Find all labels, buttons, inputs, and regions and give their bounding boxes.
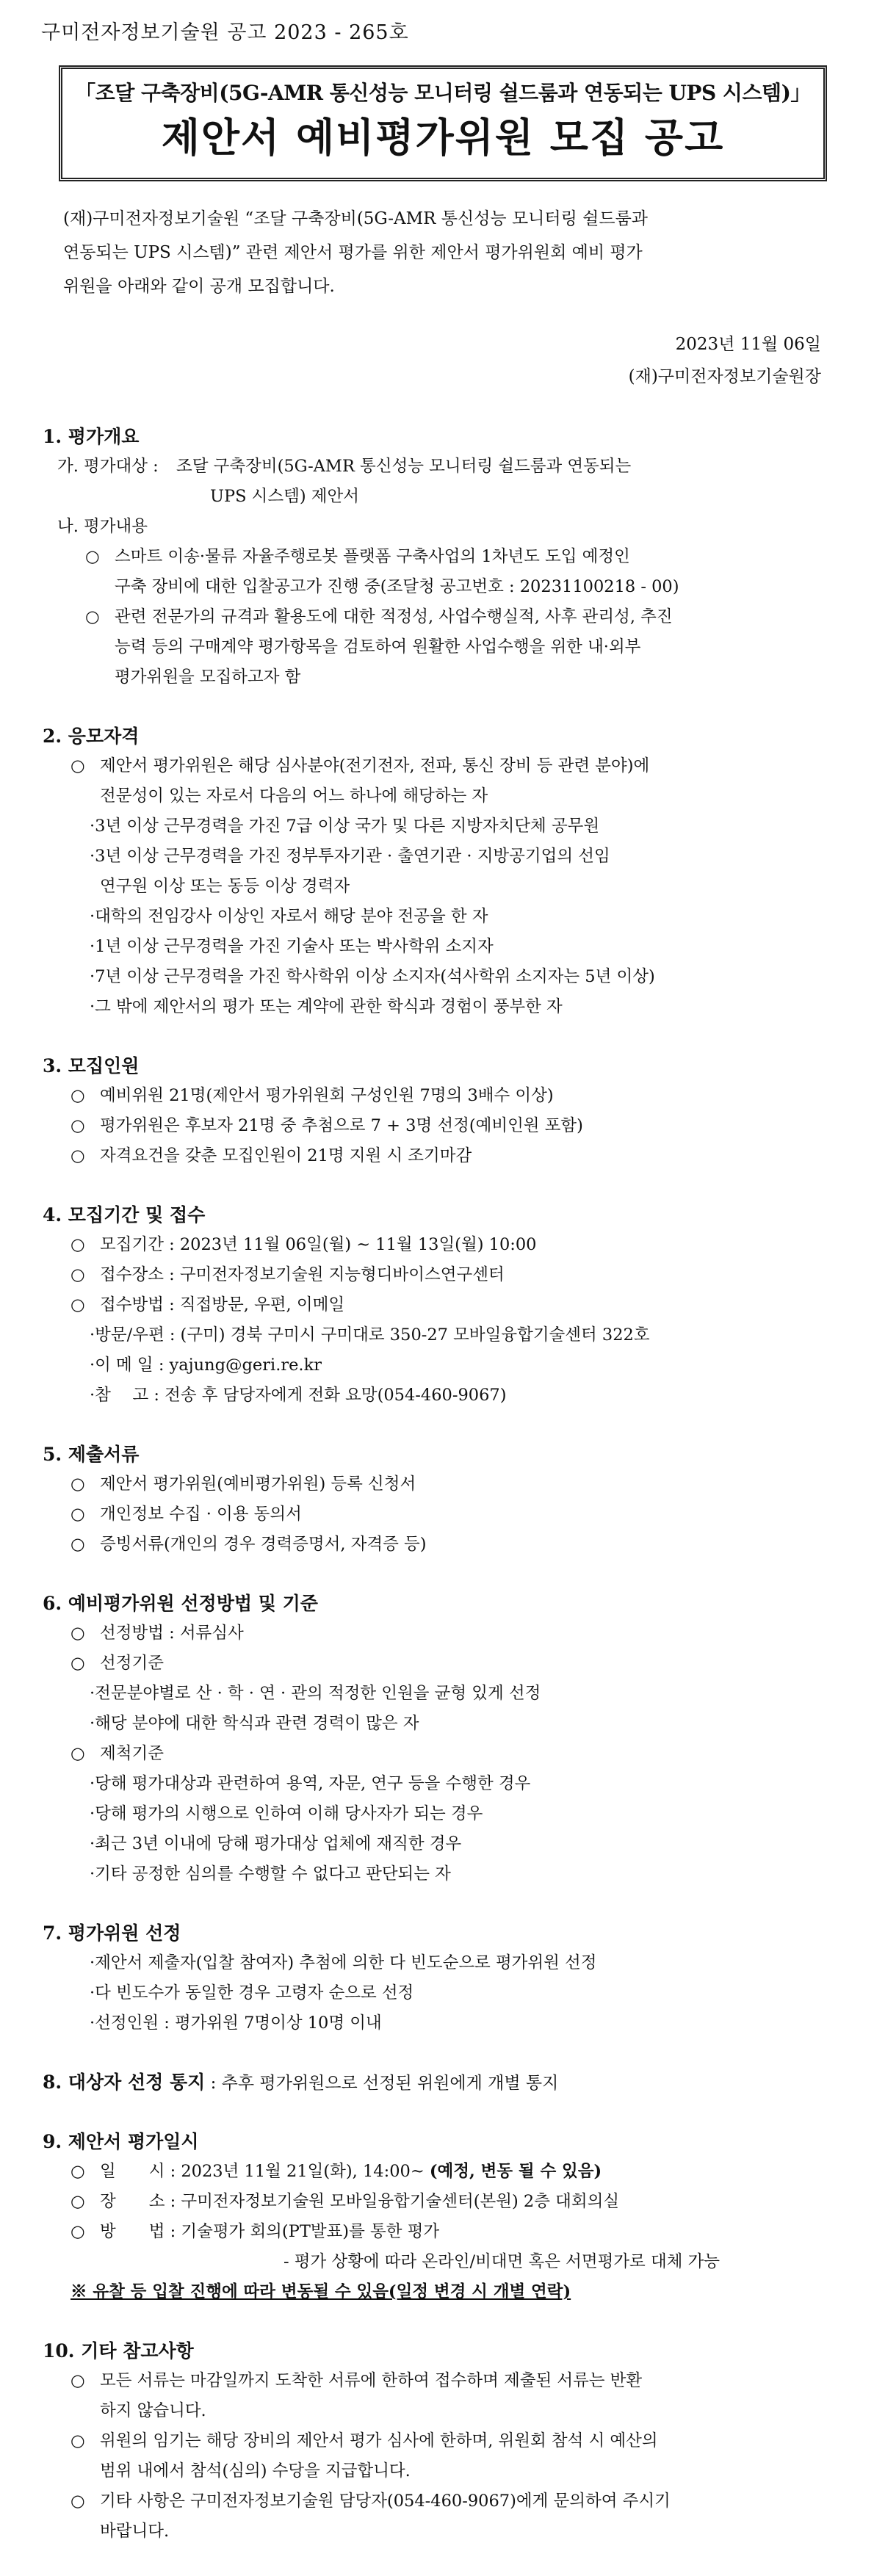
sub-item: ·선정인원 : 평가위원 7명이상 10명 이내 <box>90 2014 382 2033</box>
list-item: ○ 관련 전문가의 규격과 활용도에 대한 적정성, 사업수행실적, 사후 관리성, 추진 <box>63 602 821 632</box>
list-item-cont: 평가위원을 모집하고자 함 <box>115 667 301 687</box>
section-recruitment-count <box>43 1052 821 1171</box>
list-item: ○ 자격요건을 갖춘 모집인원이 21명 지원 시 조기마감 <box>63 1141 821 1171</box>
bullet: ○ <box>71 1654 85 1673</box>
list-item-cont: 범위 내에서 참석(심의) 수당을 지급합니다. <box>100 2461 411 2481</box>
section-title-text: 8. 대상자 선정 통지 <box>43 2072 206 2093</box>
list-item: ○ 제척기준 <box>63 1739 821 1769</box>
list-item: ○ 제안서 평가위원(예비평가위원) 등록 신청서 <box>63 1469 821 1499</box>
intro-line: 연동되는 UPS 시스템)” 관련 제안서 평가를 위한 제안서 평가위원회 예비 평가 <box>63 243 643 262</box>
bullet: ○ <box>71 1265 85 1284</box>
bullet: ○ <box>71 2162 85 2181</box>
list-item: ○ 모든 서류는 마감일까지 도착한 서류에 한하여 접수하며 제출된 서류는 반환 <box>63 2366 821 2396</box>
section-title: 10. 기타 참고사항 <box>43 2340 194 2362</box>
list-item: ○ 제안서 평가위원은 해당 심사분야(전기전자, 전파, 통신 장비 등 관련 분야)에 <box>63 751 821 781</box>
bullet: ○ <box>71 1505 85 1524</box>
list-item: ○ 평가위원은 후보자 21명 중 추첨으로 7 + 3명 선정(예비인원 포함) <box>63 1111 821 1141</box>
bullet: ○ <box>71 2222 85 2241</box>
sub-item-cont: 연구원 이상 또는 동등 이상 경력자 <box>100 877 350 896</box>
section-documents <box>43 1440 821 1560</box>
section-title: 1. 평가개요 <box>43 426 140 447</box>
eval-target-label: 가. 평가대상 : <box>57 457 159 476</box>
bullet: ○ <box>85 607 100 626</box>
eval-target <box>57 452 821 482</box>
section-title: 6. 예비평가위원 선정방법 및 기준 <box>43 1593 318 1614</box>
sub-item: ·1년 이상 근무경력을 가진 기술사 또는 박사학위 소지자 <box>90 937 494 956</box>
bullet: ○ <box>71 2371 85 2390</box>
list-item: ○ 장 소 : 구미전자정보기술원 모바일융합기술센터(본원) 2층 대회의실 <box>63 2187 821 2217</box>
intro-paragraph <box>63 202 821 303</box>
sub-item: ·다 빈도수가 동일한 경우 고령자 순으로 선정 <box>90 1983 414 2002</box>
intro-line: (재)구미전자정보기술원 “조달 구축장비(5G-AMR 통신성능 모니터링 쉴드룸과 <box>63 209 649 228</box>
sub-item: ·방문/우편 : (구미) 경북 구미시 구미대로 350-27 모바일융합기술센터 322호 <box>90 1325 650 1345</box>
bullet: ○ <box>71 1535 85 1554</box>
bullet: ○ <box>71 1086 85 1105</box>
list-item: ○ 개인정보 수집 · 이용 동의서 <box>63 1499 821 1530</box>
section-title: 2. 응모자격 <box>43 726 140 747</box>
sub-item: ·3년 이상 근무경력을 가진 정부투자기관 · 출연기관 · 지방공기업의 선임 <box>90 847 610 866</box>
sub-item: ·최근 3년 이내에 당해 평가대상 업체에 재직한 경우 <box>90 1834 462 1853</box>
notice-subtitle: 「조달 구축장비(5G-AMR 통신성능 모니터링 쉴드룸과 연동되는 UPS 시스템)」 <box>75 81 811 105</box>
list-item-cont: 바랍니다. <box>100 2522 170 2541</box>
bullet: ○ <box>71 1295 85 1314</box>
list-item: ○ 방 법 : 기술평가 회의(PT발표)를 통한 평가 <box>63 2217 821 2247</box>
bullet: ○ <box>71 1475 85 1494</box>
bullet: ○ <box>71 1744 85 1763</box>
sub-item: ·대학의 전임강사 이상인 자로서 해당 분야 전공을 한 자 <box>90 907 488 926</box>
bullet: ○ <box>71 2431 85 2450</box>
list-item: ○ 선정기준 <box>63 1649 821 1679</box>
sub-item: ·7년 이상 근무경력을 가진 학사학위 이상 소지자(석사학위 소지자는 5년 이상) <box>90 967 655 986</box>
section-eligibility <box>43 722 821 1022</box>
section-notification <box>43 2068 821 2098</box>
intro-line: 위원을 아래와 같이 공개 모집합니다. <box>63 277 335 296</box>
sub-item: ·참 고 : 전송 후 담당자에게 전화 요망(054-460-9067) <box>90 1386 507 1405</box>
bullet: ○ <box>71 1146 85 1165</box>
sub-item: ·그 밖에 제안서의 평가 또는 계약에 관한 학식과 경험이 풍부한 자 <box>90 997 563 1016</box>
list-item-sub: - 평가 상황에 따라 온라인/비대면 혹은 서면평가로 대체 가능 <box>283 2252 720 2271</box>
eval-content-label: 나. 평가내용 <box>57 517 148 536</box>
list-item: ○ 기타 사항은 구미전자정보기술원 담당자(054-460-9067)에게 문의하여 주시기 <box>63 2486 821 2517</box>
bullet: ○ <box>71 2492 85 2511</box>
list-item-cont: 전문성이 있는 자로서 다음의 어느 하나에 해당하는 자 <box>100 786 488 806</box>
list-item: ○ 위원의 임기는 해당 장비의 제안서 평가 심사에 한하며, 위원회 참석 시 예산의 <box>63 2426 821 2456</box>
list-item: ○ 모집기간 : 2023년 11월 06일(월) ~ 11월 13일(월) 10:00 <box>63 1230 821 1260</box>
list-item: ○ 일 시 : 2023년 11월 21일(화), 14:00~ (예정, 변동 될 수 있음) <box>63 2157 821 2187</box>
list-item: ○ 스마트 이송·물류 자율주행로봇 플랫폼 구축사업의 1차년도 도입 예정인 <box>63 542 821 572</box>
issuing-org: (재)구미전자정보기술원장 <box>628 367 821 386</box>
section-title <box>43 2068 821 2098</box>
sub-item-email: ·이 메 일 : yajung@geri.re.kr <box>90 1356 322 1375</box>
notification-text: : 추후 평가위원으로 선정된 위원에게 개별 통지 <box>205 2074 559 2093</box>
list-item-cont: 능력 등의 구매계약 평가항목을 검토하여 원활한 사업수행을 위한 내·외부 <box>115 637 641 656</box>
bullet: ○ <box>71 2192 85 2211</box>
list-item: ○ 예비위원 21명(제안서 평가위원회 구성인원 7명의 3배수 이상) <box>63 1081 821 1111</box>
list-item-cont: 구축 장비에 대한 입찰공고가 진행 중(조달청 공고번호 : 20231100218 - 00) <box>115 577 679 596</box>
eval-target-cont: UPS 시스템) 제안서 <box>210 487 360 506</box>
list-item: ○ 접수장소 : 구미전자정보기술원 지능형디바이스연구센터 <box>63 1260 821 1290</box>
eval-target-text: 조달 구축장비(5G-AMR 통신성능 모니터링 쉴드룸과 연동되는 <box>176 457 632 476</box>
bullet: ○ <box>71 1624 85 1643</box>
bullet: ○ <box>71 1116 85 1135</box>
sub-item: ·해당 분야에 대한 학식과 관련 경력이 많은 자 <box>90 1714 419 1733</box>
section-evaluation-schedule <box>43 2127 821 2307</box>
section-title: 4. 모집기간 및 접수 <box>43 1204 206 1226</box>
section-period-application <box>43 1201 821 1411</box>
section-overview <box>43 422 821 692</box>
list-item: ○ 증빙서류(개인의 경우 경력증명서, 자격증 등) <box>63 1530 821 1560</box>
bullet: ○ <box>71 1235 85 1254</box>
notice-date: 2023년 11월 06일 <box>675 335 821 354</box>
list-item-cont: 하지 않습니다. <box>100 2401 206 2420</box>
list-item: ○ 접수방법 : 직접방문, 우편, 이메일 <box>63 1290 821 1320</box>
section-title: 9. 제안서 평가일시 <box>43 2131 199 2152</box>
sub-item: ·제안서 제출자(입찰 참여자) 추첨에 의한 다 빈도순으로 평가위원 선정 <box>90 1953 597 1972</box>
section-committee-selection <box>43 1919 821 2038</box>
sub-item: ·기타 공정한 심의를 수행할 수 없다고 판단되는 자 <box>90 1864 451 1884</box>
sub-item: ·당해 평가의 시행으로 인하여 이해 당사자가 되는 경우 <box>90 1804 483 1823</box>
bullet: ○ <box>85 547 100 566</box>
sub-item: ·전문분야별로 산 · 학 · 연 · 관의 적정한 인원을 균형 있게 선정 <box>90 1684 541 1703</box>
schedule-change-note: ※ 유찰 등 입찰 진행에 따라 변동될 수 있음(일정 변경 시 개별 연락) <box>71 2282 571 2301</box>
notice-title: 제안서 예비평가위원 모집 공고 <box>161 115 725 161</box>
section-title: 3. 모집인원 <box>43 1055 140 1077</box>
section-selection-criteria <box>43 1589 821 1889</box>
notice-number: 구미전자정보기술원 공고 2023 - 265호 <box>41 21 409 44</box>
section-other-notes <box>43 2337 821 2547</box>
list-item: ○ 선정방법 : 서류심사 <box>63 1618 821 1649</box>
section-title: 7. 평가위원 선정 <box>43 1922 181 1944</box>
sub-item: ·당해 평가대상과 관련하여 용역, 자문, 연구 등을 수행한 경우 <box>90 1774 531 1793</box>
sub-item: ·3년 이상 근무경력을 가진 7급 이상 국가 및 다른 지방자치단체 공무원 <box>90 817 600 836</box>
section-title: 5. 제출서류 <box>43 1444 140 1465</box>
schedule-note: (예정, 변동 될 수 있음) <box>429 2162 602 2181</box>
title-box <box>59 65 827 181</box>
bullet: ○ <box>71 756 85 775</box>
